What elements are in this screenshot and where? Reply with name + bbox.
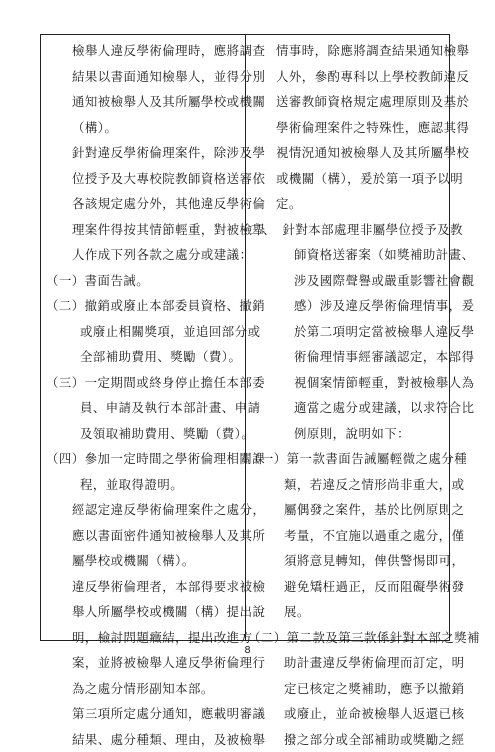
text-line: 通知被檢舉人及其所屬學校或機關 (42, 89, 244, 115)
text-line: 檢舉人違反學術倫理時，應將調查 (42, 38, 244, 64)
text-line: 為之處分情形副知本部。 (42, 676, 244, 702)
text-line: 員、申請及執行本部計畫、申請 (42, 395, 244, 421)
text-line: 涉及國際聲譽或嚴重影響社會觀 (248, 268, 448, 294)
text-line: （四）參加一定時間之學術倫理相關課 (42, 446, 244, 472)
text-line: （二）第二款及第三款係針對本部之獎補 (248, 625, 448, 651)
text-line: 於第二項明定當被檢舉人違反學 (248, 319, 448, 345)
text-line: 針對違反學術倫理案件，除涉及學 (42, 140, 244, 166)
text-line: 屬偶發之案件，基於比例原則之 (248, 497, 448, 523)
text-line: 視情況通知被檢舉人及其所屬學校 (248, 140, 448, 166)
text-line: （三）一定期間或終身停止擔任本部委 (42, 370, 244, 396)
text-line: 及領取補助費用、獎勵（費）。 (42, 421, 244, 447)
text-line: （構）。 (42, 115, 244, 141)
text-line: 適當之處分或建議，以求符合比 (248, 395, 448, 421)
text-line: 全部補助費用、獎勵（費）。 (42, 344, 244, 370)
text-line: 考量，不宜施以過重之處分，僅 (248, 523, 448, 549)
text-line: 經認定違反學術倫理案件之處分， (42, 497, 244, 523)
text-line: 明，檢討問題癥結，提出改進方 (42, 625, 244, 651)
text-line: （一）第一款書面告誡屬輕微之處分種 (248, 446, 448, 472)
page-number: 8 (0, 645, 495, 656)
text-line: 結果以書面通知檢舉人，並得分別 (42, 64, 244, 90)
text-line: 情事時，除應將調查結果通知檢舉 (248, 38, 448, 64)
text-line: 定已核定之獎補助，應予以撤銷 (248, 676, 448, 702)
text-line: 應以書面密件通知被檢舉人及其所 (42, 523, 244, 549)
text-line: （一）書面告誡。 (42, 268, 244, 294)
text-line: 第三項所定處分通知，應載明審議 (42, 701, 244, 727)
text-line: 案，並將被檢舉人違反學術倫理行 (42, 650, 244, 676)
text-line: 違反學術倫理者，本部得要求被檢 (42, 574, 244, 600)
text-line: 舉人所屬學校或機關（構）提出說 (42, 599, 244, 625)
text-line: 感）涉及違反學術倫理情事，爰 (248, 293, 448, 319)
text-line: 例原則，說明如下： (248, 421, 448, 447)
text-line: 人作成下列各款之處分或建議： (42, 242, 244, 268)
text-line: 理案件得按其情節輕重，對被檢舉 (42, 217, 244, 243)
text-line: 避免矯枉過正，反而阻礙學術發 (248, 574, 448, 600)
text-line: 各該規定處分外，其他違反學術倫 (42, 191, 244, 217)
text-line: 類，若違反之情形尚非重大，或 (248, 472, 448, 498)
text-line: 學術倫理案件之特殊性，應認其得 (248, 115, 448, 141)
text-line: 展。 (248, 599, 448, 625)
text-line: 須將意見轉知，俾供警惕即可， (248, 548, 448, 574)
text-line: 屬學校或機關（構）。 (42, 548, 244, 574)
text-line: （二）撤銷或廢止本部委員資格、撤銷 (42, 293, 244, 319)
text-line: 助計畫違反學術倫理而訂定，明 (248, 650, 448, 676)
text-line: 程，並取得證明。 (42, 472, 244, 498)
text-line: 定。 (248, 191, 448, 217)
text-line: 結果、處分種類、理由，及被檢舉 (42, 727, 244, 752)
text-line: 術倫理情事經審議認定，本部得 (248, 344, 448, 370)
text-line: 位授予及大專校院教師資格送審依 (42, 166, 244, 192)
text-line: 或廢止，並命被檢舉人返還已核 (248, 701, 448, 727)
text-line: 或機關（構），爰於第一項予以明 (248, 166, 448, 192)
text-line: 視個案情節輕重，對被檢舉人為 (248, 370, 448, 396)
text-line: 二、 針對本部處理非屬學位授予及教 (248, 217, 448, 243)
text-line: 送審教師資格規定處理原則及基於 (248, 89, 448, 115)
text-line: 或廢止相關獎項，並追回部分或 (42, 319, 244, 345)
text-line: 師資格送審案（如獎補助計畫、 (248, 242, 448, 268)
text-line: 人外，參酌專科以上學校教師違反 (248, 64, 448, 90)
text-line: 撥之部分或全部補助或獎勵之經 (248, 727, 448, 752)
